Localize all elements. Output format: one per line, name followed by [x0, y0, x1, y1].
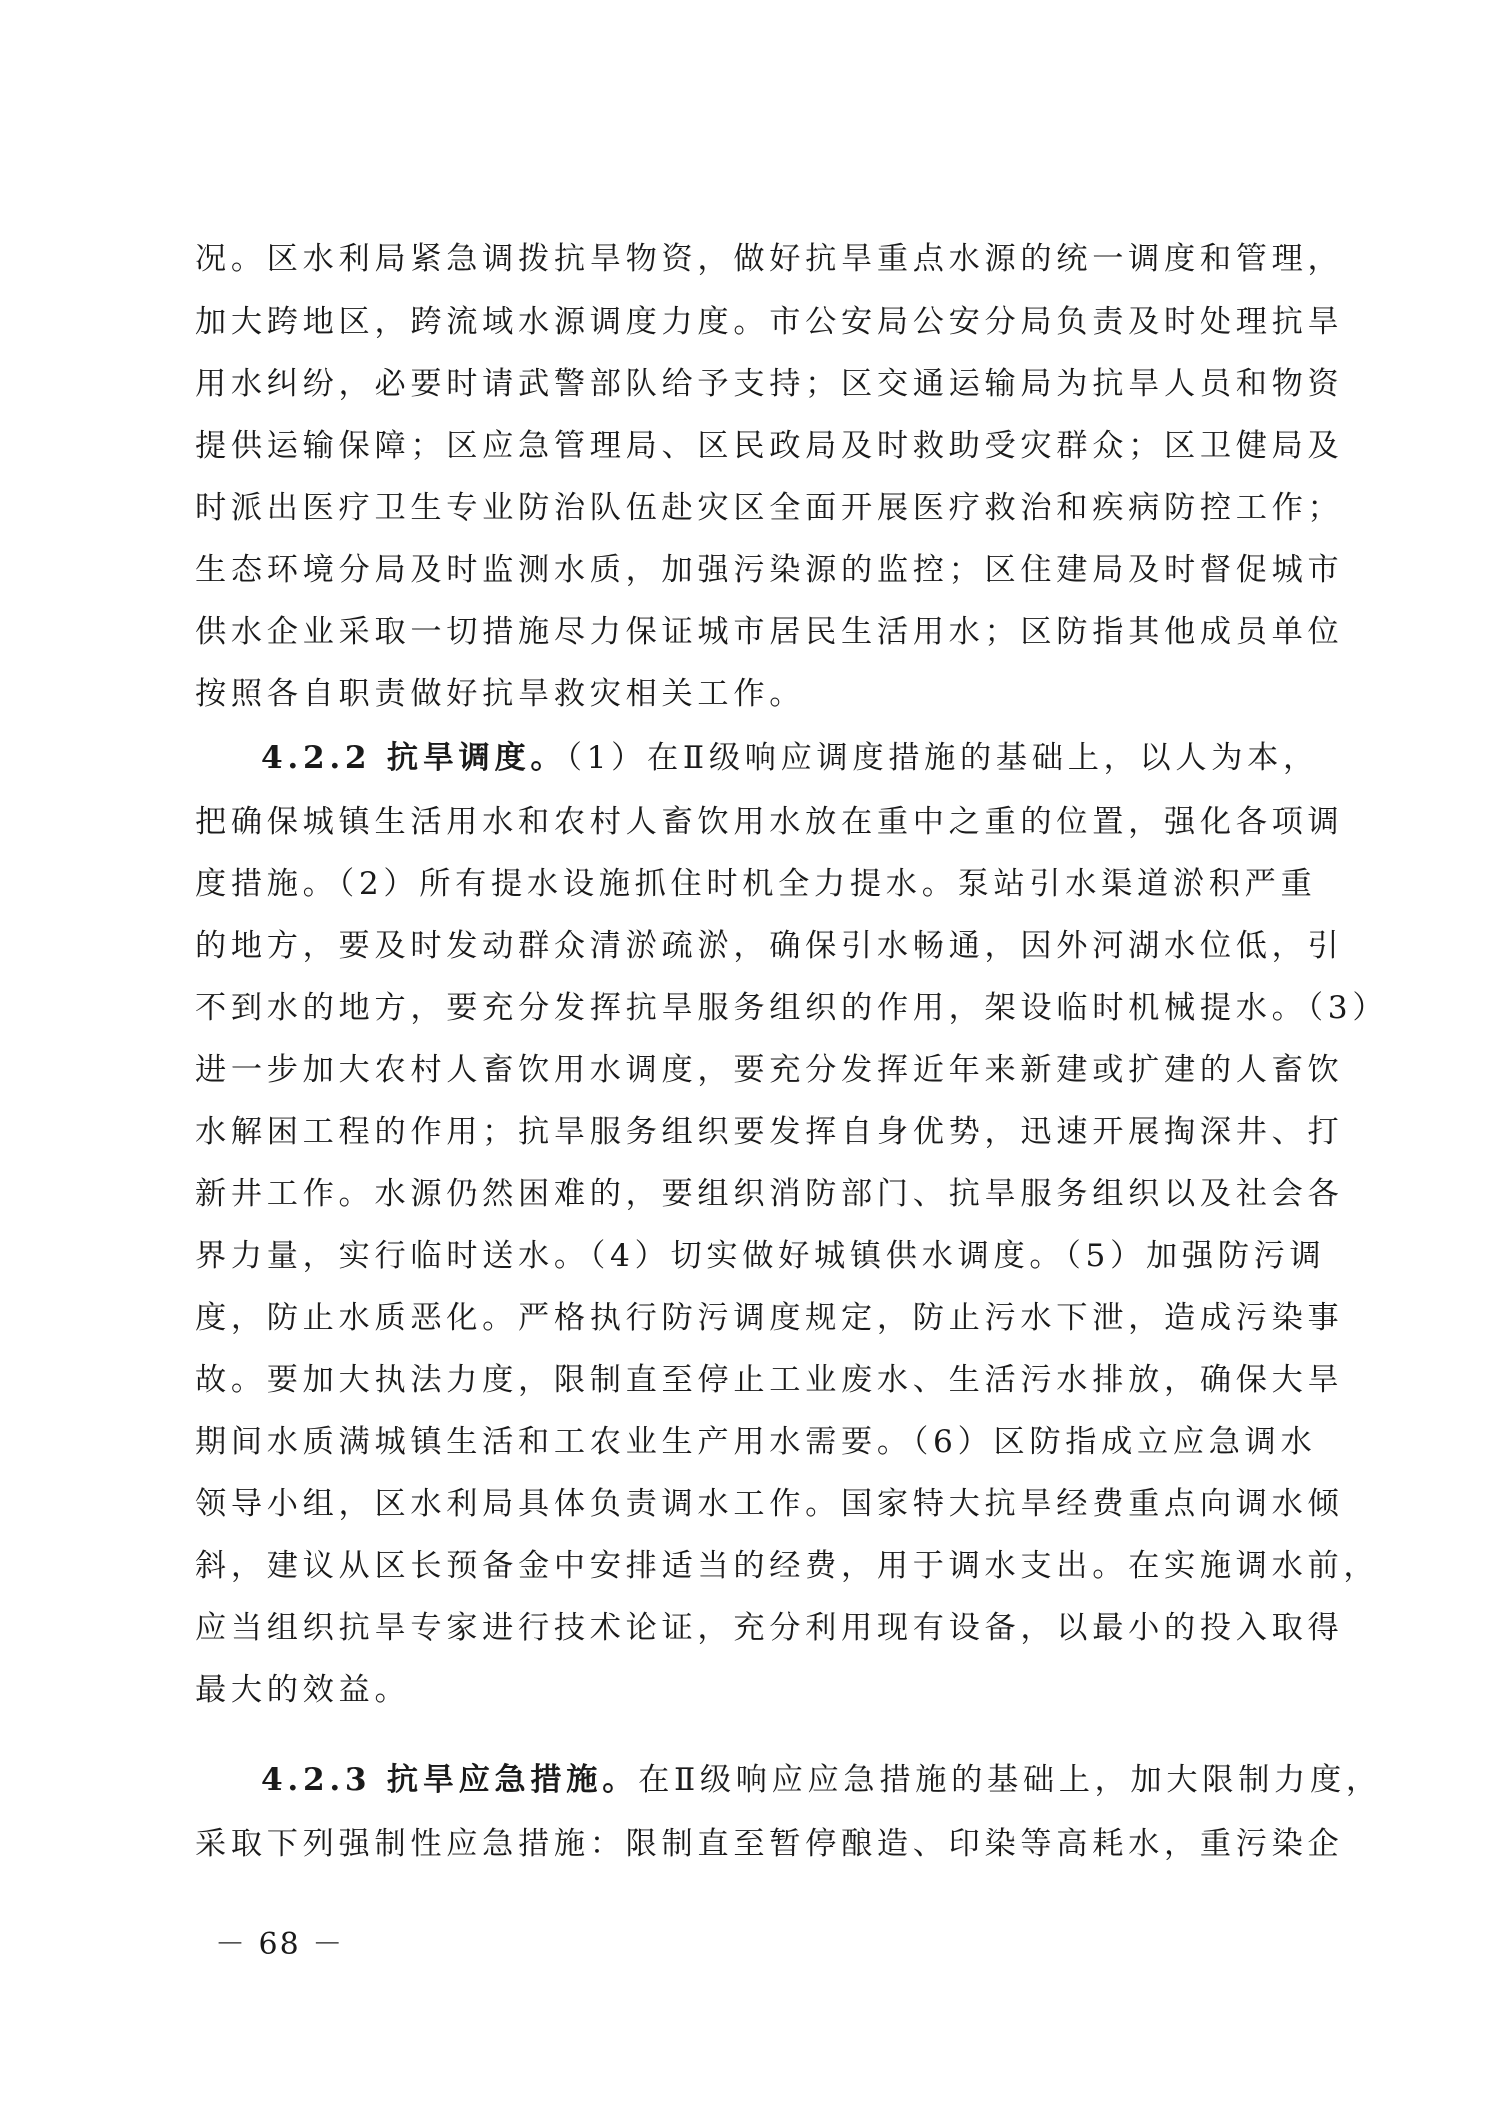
section-first-line: [261, 1755, 1382, 1805]
body-text-line: 供水企业采取一切措施尽力保证城市居民生活用水；区防指其他成员单位: [195, 614, 1344, 650]
body-text-line: 界力量，实行临时送水。（4）切实做好城镇供水调度。（5）加强防污调: [195, 1238, 1326, 1274]
body-text-line: 进一步加大农村人畜饮用水调度，要充分发挥近年来新建或扩建的人畜饮: [195, 1052, 1344, 1088]
body-text-line: 不到水的地方，要充分发挥抗旱服务组织的作用，架设临时机械提水。（3）: [195, 990, 1389, 1026]
body-text-line: 领导小组，区水利局具体负责调水工作。国家特大抗旱经费重点向调水倾: [195, 1486, 1344, 1522]
body-text-line: 况。区水利局紧急调拨抗旱物资，做好抗旱重点水源的统一调度和管理，: [195, 241, 1344, 277]
body-text-line: 新井工作。水源仍然困难的，要组织消防部门、抗旱服务组织以及社会各: [195, 1176, 1344, 1212]
body-text-line: 提供运输保障；区应急管理局、区民政局及时救助受灾群众；区卫健局及: [195, 428, 1344, 464]
body-text-line: 生态环境分局及时监测水质，加强污染源的监控；区住建局及时督促城市: [195, 552, 1344, 588]
section-heading-4-2-3: 4.2.3 抗旱应急措施。: [261, 1762, 639, 1798]
section-first-line-text: （1）在Ⅱ级响应调度措施的基础上，以人为本，: [566, 740, 1319, 776]
body-text-line: 故。要加大执法力度，限制直至停止工业废水、生活污水排放，确保大旱: [195, 1362, 1344, 1398]
body-text-line: 度，防止水质恶化。严格执行防污调度规定，防止污水下泄，造成污染事: [195, 1300, 1344, 1336]
page-number: － 68 －: [215, 1927, 345, 1962]
body-text-line: 最大的效益。: [195, 1672, 411, 1708]
body-text-line: 按照各自职责做好抗旱救灾相关工作。: [195, 676, 806, 712]
section-first-line-text: 在Ⅱ级响应应急措施的基础上，加大限制力度，: [638, 1762, 1382, 1798]
body-text-line: 应当组织抗旱专家进行技术论证，充分利用现有设备，以最小的投入取得: [195, 1610, 1344, 1646]
body-text-line: 时派出医疗卫生专业防治队伍赴灾区全面开展医疗救治和疾病防控工作；: [195, 490, 1344, 526]
body-text-line: 斜，建议从区长预备金中安排适当的经费，用于调水支出。在实施调水前，: [195, 1548, 1380, 1584]
body-text-line: 水解困工程的作用；抗旱服务组织要发挥自身优势，迅速开展掏深井、打: [195, 1114, 1344, 1150]
body-text-line: 期间水质满城镇生活和工农业生产用水需要。（6）区防指成立应急调水: [195, 1424, 1317, 1460]
body-text-line: 把确保城镇生活用水和农村人畜饮用水放在重中之重的位置，强化各项调: [195, 804, 1344, 840]
body-text-line: 采取下列强制性应急措施：限制直至暂停酿造、印染等高耗水，重污染企: [195, 1826, 1344, 1862]
body-text-line: 度措施。（2）所有提水设施抓住时机全力提水。泵站引水渠道淤积严重: [195, 866, 1317, 902]
body-text-line: 的地方，要及时发动群众清淤疏淤，确保引水畅通，因外河湖水位低，引: [195, 928, 1344, 964]
section-heading-4-2-2: 4.2.2 抗旱调度。: [261, 740, 567, 776]
body-text-line: 加大跨地区，跨流域水源调度力度。市公安局公安分局负责及时处理抗旱: [195, 304, 1344, 340]
section-first-line: [261, 733, 1319, 783]
body-text-line: 用水纠纷，必要时请武警部队给予支持；区交通运输局为抗旱人员和物资: [195, 366, 1344, 402]
